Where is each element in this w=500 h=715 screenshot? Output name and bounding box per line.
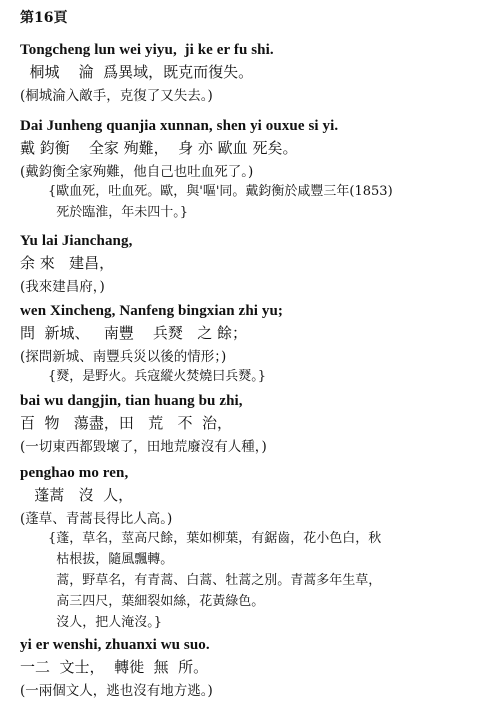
stanza-4 [20, 303, 490, 386]
annotation-line: 枯根拔，隨風飄轉。 [48, 552, 174, 567]
hanzi-line: 蓬蒿 沒 人， [20, 486, 134, 504]
pinyin-line: penghao mo ren, [20, 465, 129, 481]
pinyin-line: Tongcheng lun wei yiyu, ji ke er fu shi. [20, 42, 274, 58]
annotation-line: 死於臨淮，年未四十。} [48, 205, 189, 220]
hanzi-line: 桐城 淪 爲異域，既克而復失。 [20, 63, 254, 81]
annotation-line: {歐血死，吐血死。歐，與'嘔'同。戴鈞衡於咸豐三年(1853) [48, 184, 393, 199]
annotation-line: {蓬，草名，莖高尺餘，葉如柳葉，有鋸齒，花小色白，秋 [48, 531, 382, 546]
stanza-3 [20, 233, 490, 295]
pinyin-line: yi er wenshi, zhuanxi wu suo. [20, 637, 210, 653]
hanzi-line: 余 來 建昌， [20, 254, 115, 272]
translation-line: (蓬草、青蒿長得比人高。) [20, 511, 173, 527]
translation-line: (一兩個文人，逃也沒有地方逃。) [20, 683, 213, 699]
pinyin-line: Dai Junheng quanjia xunnan, shen yi ouxue si yi. [20, 118, 339, 134]
annotation-line: 沒人，把人淹沒。} [48, 615, 163, 630]
hanzi-line: 一二 文士， 轉徙 無 所。 [20, 658, 209, 676]
pinyin-line: bai wu dangjin, tian huang bu zhi, [20, 393, 243, 409]
stanza-7 [20, 637, 490, 699]
hanzi-line: 戴 鈞衡 全家 殉難， 身 亦 歐血 死矣。 [20, 139, 298, 157]
pinyin-line: Yu lai Jianchang, [20, 233, 133, 249]
translation-line: (我來建昌府，) [20, 279, 105, 295]
annotation-line: 蒿，野草名，有青蒿、白蒿、牡蒿之別。青蒿多年生草， [48, 573, 382, 588]
stanza-2 [20, 118, 490, 222]
hanzi-line: 問 新城、 南豐 兵燹 之 餘； [20, 324, 247, 342]
translation-line: (戴鈞衡全家殉難，他自己也吐血死了。) [20, 164, 254, 180]
annotation-line: {燹，是野火。兵寇縱火焚燒曰兵燹。} [48, 369, 267, 384]
pinyin-line: wen Xincheng, Nanfeng bingxian zhi yu; [20, 303, 284, 319]
translation-line: (一切東西都毀壞了，田地荒廢沒有人種，) [20, 439, 267, 455]
translation-line: (探問新城、南豐兵災以後的情形；) [20, 349, 227, 365]
translation-line: (桐城淪入敵手，克復了又失去。) [20, 88, 213, 104]
stanza-6 [20, 465, 490, 632]
page-number: 第16頁 [20, 10, 68, 26]
annotation-line: 高三四尺，葉細裂如絲，花黃綠色。 [48, 594, 265, 609]
hanzi-line: 百 物 蕩盡，田 荒 不 治， [20, 414, 232, 432]
stanza-1 [20, 42, 490, 104]
stanza-5 [20, 393, 490, 455]
